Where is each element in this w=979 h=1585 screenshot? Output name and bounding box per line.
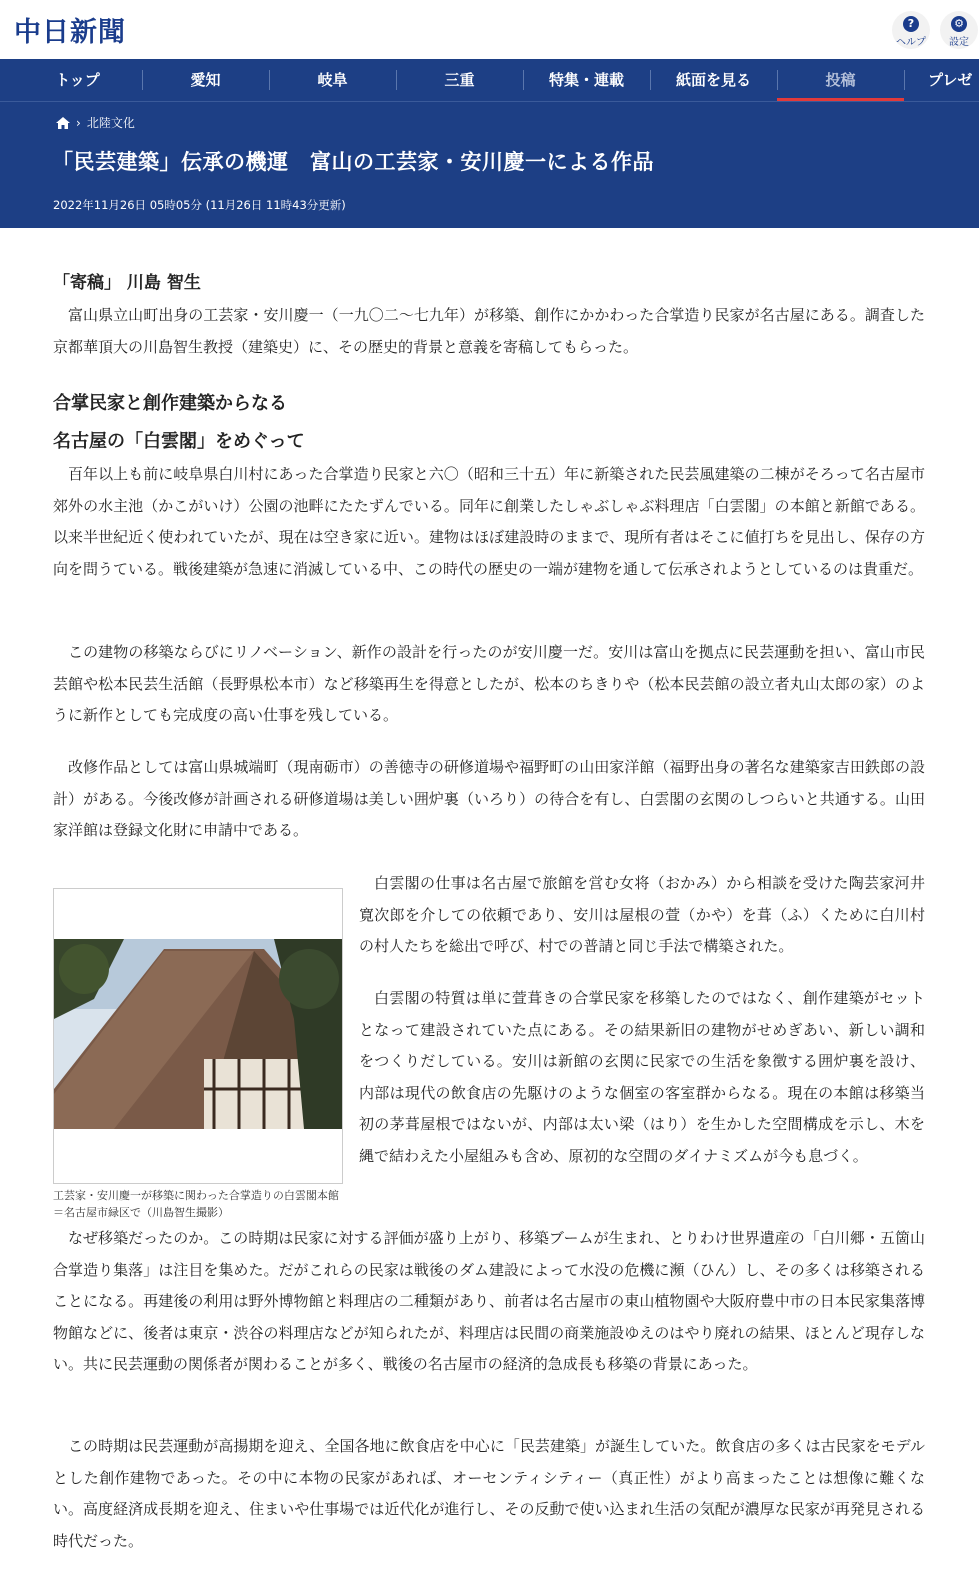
nav-top[interactable]: トップ	[55, 71, 100, 89]
help-icon: ?	[903, 16, 919, 32]
photo-caption: 工芸家・安川慶一が移築に関わった合掌造りの白雲閣本館＝名古屋市緑区で（川島智生撮影）	[53, 1189, 339, 1219]
body-paragraph: 白雲閣の特質は単に萱葺きの合掌民家を移築したのではなく、創作建築がセットとなって建設されていた点にある。その結果新旧の建物がせめぎあい、新しい調和をつくりだしている。安川は新館の玄関に民家での生活を象徴する囲炉裏を設け、内部は現代の飲食店の先駆けのような個室の客室群からなる。現在の本館は移築当初の茅葺屋根ではないが、内部は太い梁（はり）を生かした空間構成を示し、木を縄で結わえた小屋組みも含め、原初的な空間のダイナミズムが今も息づく。	[359, 989, 925, 1165]
article-title: 「民芸建築」伝承の機運 富山の工芸家・安川慶一による作品	[52, 150, 654, 174]
breadcrumb-section[interactable]: 北陸文化	[86, 116, 135, 130]
nav-present[interactable]: プレゼ	[928, 71, 973, 89]
house-photo-image	[54, 889, 342, 1183]
settings-button[interactable]	[940, 11, 978, 49]
nav-aichi[interactable]: 愛知	[190, 71, 221, 89]
body-paragraph: 改修作品としては富山県城端町（現南砺市）の善徳寺の研修道場や福野町の山田家洋館（福野出身の著名な建築家吉田鉄郎の設計）がある。今後改修が計画される研修道場は美しい囲炉裏（いろり）の待合を有し、白雲閣の玄関のしつらいと共通する。山田家洋館は登録文化財に申請中である。	[53, 758, 925, 839]
nav-mie[interactable]: 三重	[444, 71, 475, 89]
article-byline: 「寄稿」 川島 智生	[53, 273, 201, 293]
chevron-right-icon: ›	[76, 115, 81, 130]
body-paragraph: この建物の移築ならびにリノベーション、新作の設計を行ったのが安川慶一だ。安川は富山を拠点に民芸運動を担い、富山市民芸館や松本民芸生活館（長野県松本市）など移築再生を得意としたが、松本のちきりや（松本民芸館の設立者丸山太郎の家）のように新作としても完成度の高い仕事を残している。	[53, 643, 925, 724]
nav-submit[interactable]: 投稿	[777, 59, 904, 101]
body-paragraph: 白雲閣の仕事は名古屋で旅館を営む女将（おかみ）から相談を受けた陶芸家河井寛次郎を介しての依頼であり、安川は屋根の萱（かや）を葺（ふ）くために白川村の村人たちを総出で呼び、村での普請と同じ手法で構築された。	[359, 874, 925, 955]
subheading-1: 合掌民家と創作建築からなる	[53, 393, 287, 414]
help-button[interactable]	[892, 11, 930, 49]
breadcrumb	[56, 114, 135, 131]
article-header	[0, 102, 979, 228]
body-paragraph: 百年以上も前に岐阜県白川村にあった合掌造り民家と六〇（昭和三十五）年に新築された民芸風建築の二棟がそろって名古屋市郊外の水主池（かこがいけ）公園の池畔にたたずんでいる。同年に創業したしゃぶしゃぶ料理店「白雲閣」の本館と新館である。以来半世紀近く使われていたが、現在は空き家に近い。建物はほぼ建設時のままで、現所有者はそこに値打ちを見出し、保存の方向を問うている。戦後建築が急速に消滅している中、この時代の歴史の一端が建物を通して伝承されようとしているのは貴重だ。	[53, 465, 925, 578]
nav-features[interactable]: 特集・連載	[548, 71, 624, 89]
settings-label: 設定	[949, 37, 969, 48]
help-label: ヘルプ	[896, 37, 926, 48]
body-paragraph: なぜ移築だったのか。この時期は民家に対する評価が盛り上がり、移築ブームが生まれ、とりわけ世界遺産の「白川郷・五箇山合掌造り集落」は注目を集めた。だがこれらの民家は戦後のダム建設によって水没の危機に瀕（ひん）し、その多くは移築されることになる。再建後の利用は野外博物館と料理店の二種類があり、前者は名古屋市の東山植物園や大阪府豊中市の日本民家集落博物館などに、後者は東京・渋谷の料理店などが知られたが、料理店は民間の商業施設ゆえのはやり廃れの結果、ほとんど現存しない。共に民芸運動の関係者が関わることが多く、戦後の名古屋市の経済的急成長も移築の背景にあった。	[53, 1229, 925, 1373]
lead-paragraph: 富山県立山町出身の工芸家・安川慶一（一九〇二～七九年）が移築、創作にかかわった合掌造り民家が名古屋にある。調査した京都華頂大の川島智生教授（建築史）に、その歴史的背景と意義を寄稿してもらった。	[53, 306, 925, 356]
nav-paper[interactable]: 紙面を見る	[675, 71, 751, 89]
main-nav	[0, 59, 979, 102]
top-bar	[0, 0, 979, 59]
nav-gifu[interactable]: 岐阜	[317, 71, 348, 89]
site-logo[interactable]: 中日新聞	[14, 17, 126, 48]
article-date: 2022年11月26日 05時05分 (11月26日 11時43分更新)	[53, 198, 346, 212]
home-icon[interactable]	[56, 117, 70, 129]
gear-icon: ⚙	[951, 16, 967, 32]
article-photo[interactable]	[53, 888, 343, 1184]
subheading-2: 名古屋の「白雲閣」をめぐって	[53, 431, 305, 452]
body-paragraph: この時期は民芸運動が高揚期を迎え、全国各地に飲食店を中心に「民芸建築」が誕生していた。飲食店の多くは古民家をモデルとした創作建物であった。その中に本物の民家があれば、オーセンティシティー（真正性）がより高まったことは想像に難くない。高度経済成長期を迎え、住まいや仕事場では近代化が進行し、その反動で使い込まれ生活の気配が濃厚な民家が再発見される時代だった。	[53, 1437, 925, 1550]
